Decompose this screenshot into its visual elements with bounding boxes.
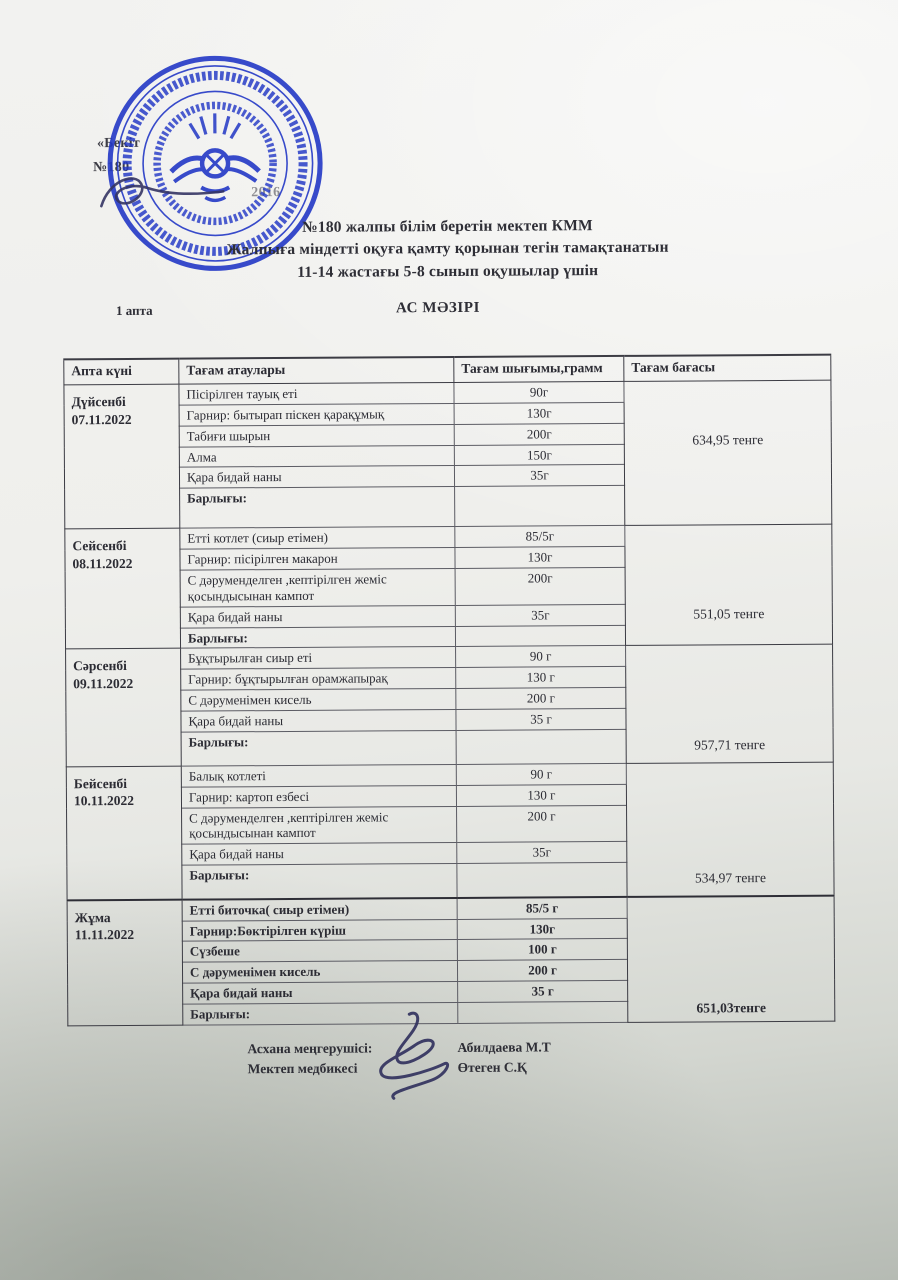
day-price-cell: 534,97 тенге bbox=[626, 762, 834, 897]
weekday-date: 07.11.2022 bbox=[71, 411, 132, 427]
dish-weight-cell: 130г bbox=[455, 547, 625, 569]
weekday-name: Сейсенбі bbox=[72, 538, 127, 554]
total-weight-cell bbox=[455, 625, 625, 647]
dish-name-cell: Сүзбеше bbox=[182, 940, 457, 963]
weekday-cell bbox=[64, 384, 180, 529]
dish-name-cell: Алма bbox=[179, 445, 454, 468]
footer-signature-icon bbox=[347, 1008, 478, 1109]
day-section-monday bbox=[64, 380, 832, 529]
week-number-label: 1 апта bbox=[115, 302, 153, 319]
weekday-cell bbox=[65, 528, 181, 649]
dish-name-cell: С дәруменімен кисель bbox=[182, 961, 457, 984]
weekday-cell bbox=[66, 649, 182, 767]
day-price-cell: 634,95 тенге bbox=[624, 380, 832, 526]
dish-name-cell: Гарнир: картоп езбесі bbox=[181, 785, 456, 808]
approval-text-fragment-3: 2016 bbox=[251, 185, 281, 201]
weekly-menu-table bbox=[63, 354, 835, 1027]
dish-weight-cell: 200г bbox=[455, 567, 625, 605]
dish-name-cell: Етті биточка( сиыр етімен) bbox=[182, 898, 457, 921]
dish-name-cell: Пісірілген тауық еті bbox=[179, 382, 454, 405]
weekday-date: 10.11.2022 bbox=[73, 793, 135, 809]
total-weight-cell bbox=[458, 1001, 628, 1023]
title-line-1: №180 жалпы білім беретін мектеп КММ bbox=[302, 217, 593, 236]
col-header-dish-name: Тағам атаулары bbox=[179, 357, 454, 384]
day-price-cell: 651,03тенге bbox=[627, 895, 835, 1022]
dish-weight-cell: 35г bbox=[457, 842, 627, 864]
school-nurse-label: Мектеп медбикесі bbox=[247, 1060, 358, 1076]
weekday-cell bbox=[67, 899, 183, 1025]
title-line-3: 11-14 жастағы 5-8 сынып оқушылар үшін bbox=[297, 262, 599, 281]
dish-weight-cell: 100 г bbox=[457, 939, 627, 961]
weekday-name: Дүйсенбі bbox=[71, 393, 126, 410]
school-nurse-name: Өтеген С.Қ bbox=[457, 1059, 527, 1075]
dish-name-cell: Гарнир:Бөктірілген күріш bbox=[182, 919, 457, 942]
weekday-name: Сәрсенбі bbox=[73, 658, 127, 674]
dish-weight-cell: 200 г bbox=[457, 960, 627, 982]
total-weight-cell bbox=[457, 863, 627, 898]
dish-name-cell: Балық котлеті bbox=[181, 764, 456, 787]
table-row bbox=[65, 524, 832, 550]
dish-weight-cell: 85/5г bbox=[455, 526, 625, 548]
total-label-cell: Барлығы: bbox=[180, 626, 455, 649]
dish-weight-cell: 35 г bbox=[458, 981, 628, 1003]
dish-weight-cell: 150г bbox=[454, 444, 624, 466]
weekday-date: 09.11.2022 bbox=[73, 675, 134, 692]
approval-text-fragment-1: «Бекіт bbox=[96, 135, 141, 152]
canteen-manager-label: Асхана меңгерушісі: bbox=[247, 1040, 373, 1057]
total-label-cell: Барлығы: bbox=[183, 1002, 458, 1025]
dish-weight-cell: 200 г bbox=[456, 688, 626, 710]
dish-name-cell: Гарнир: бытырап піскен қарақұмық bbox=[179, 403, 454, 426]
dish-name-cell: Бұқтырылған сиыр еті bbox=[181, 647, 456, 670]
col-header-dish-price: Тағам бағасы bbox=[624, 355, 831, 382]
dish-weight-cell: 35г bbox=[454, 465, 624, 487]
dish-name-cell: Гарнир: бұқтырылған орамжапырақ bbox=[181, 668, 456, 691]
dish-name-cell: С дәруменделген ,кептірілген жеміс қосындысынан кампот bbox=[182, 806, 457, 844]
total-label-cell: Барлығы: bbox=[182, 864, 457, 900]
total-label-cell: Барлығы: bbox=[180, 487, 455, 529]
dish-weight-cell: 130г bbox=[454, 402, 624, 424]
dish-weight-cell: 90 г bbox=[456, 646, 626, 668]
dish-name-cell: Қара бидай наны bbox=[181, 709, 456, 732]
document-title-block bbox=[127, 214, 767, 285]
day-price-cell: 551,05 тенге bbox=[625, 524, 833, 645]
dish-weight-cell: 90 г bbox=[456, 763, 626, 785]
table-row bbox=[67, 895, 834, 921]
dish-name-cell: Етті котлет (сиыр етімен) bbox=[180, 527, 455, 550]
dish-weight-cell: 200г bbox=[454, 423, 624, 445]
col-header-dish-weight: Тағам шығымы,грамм bbox=[454, 356, 624, 383]
dish-name-cell: Қара бидай наны bbox=[179, 466, 454, 489]
dish-weight-cell: 130 г bbox=[456, 667, 626, 689]
dish-name-cell: С дәруменімен кисель bbox=[181, 689, 456, 712]
menu-heading: АС МӘЗІРІ bbox=[395, 299, 481, 317]
dish-weight-cell: 130 г bbox=[456, 784, 626, 806]
dish-weight-cell: 35 г bbox=[456, 708, 626, 730]
dish-weight-cell: 200 г bbox=[457, 805, 627, 843]
dish-weight-cell: 85/5 г bbox=[457, 897, 627, 919]
dish-name-cell: Табиғи шырын bbox=[179, 424, 454, 447]
approval-text-fragment-2: №180 bbox=[93, 159, 130, 176]
col-header-weekday: Апта күні bbox=[64, 359, 179, 385]
weekday-name: Бейсенбі bbox=[73, 775, 128, 792]
day-section-friday bbox=[67, 895, 835, 1025]
weekday-name: Жұма bbox=[74, 909, 111, 925]
day-section-thursday bbox=[66, 762, 834, 900]
total-weight-cell bbox=[455, 486, 625, 527]
dish-weight-cell: 130г bbox=[457, 918, 627, 940]
dish-name-cell: Қара бидай наны bbox=[182, 843, 457, 866]
dish-name-cell: Қара бидай наны bbox=[183, 982, 458, 1005]
title-line-2: Жалпыға міндетті оқуға қамту қорынан тегін тамақтанатын bbox=[226, 239, 669, 259]
dish-name-cell: Гарнир: пісірілген макарон bbox=[180, 548, 455, 571]
table-row bbox=[66, 645, 833, 671]
dish-name-cell: С дәруменделген ,кептірілген жеміс қосындысынан кампот bbox=[180, 568, 455, 606]
weekday-date: 08.11.2022 bbox=[72, 555, 133, 572]
total-weight-cell bbox=[456, 729, 626, 764]
canteen-manager-name: Абилдаева М.Т bbox=[457, 1039, 551, 1055]
day-price-cell: 957,71 тенге bbox=[626, 645, 834, 764]
dish-weight-cell: 35г bbox=[455, 604, 625, 626]
weekday-cell bbox=[66, 766, 182, 900]
day-section-wednesday bbox=[66, 645, 834, 767]
dish-weight-cell: 90г bbox=[454, 381, 624, 403]
day-section-tuesday bbox=[65, 524, 833, 649]
table-row bbox=[64, 380, 831, 406]
weekday-date: 11.11.2022 bbox=[74, 927, 135, 943]
total-label-cell: Барлығы: bbox=[181, 730, 456, 766]
dish-name-cell: Қара бидай наны bbox=[180, 605, 455, 628]
table-row bbox=[66, 762, 833, 788]
